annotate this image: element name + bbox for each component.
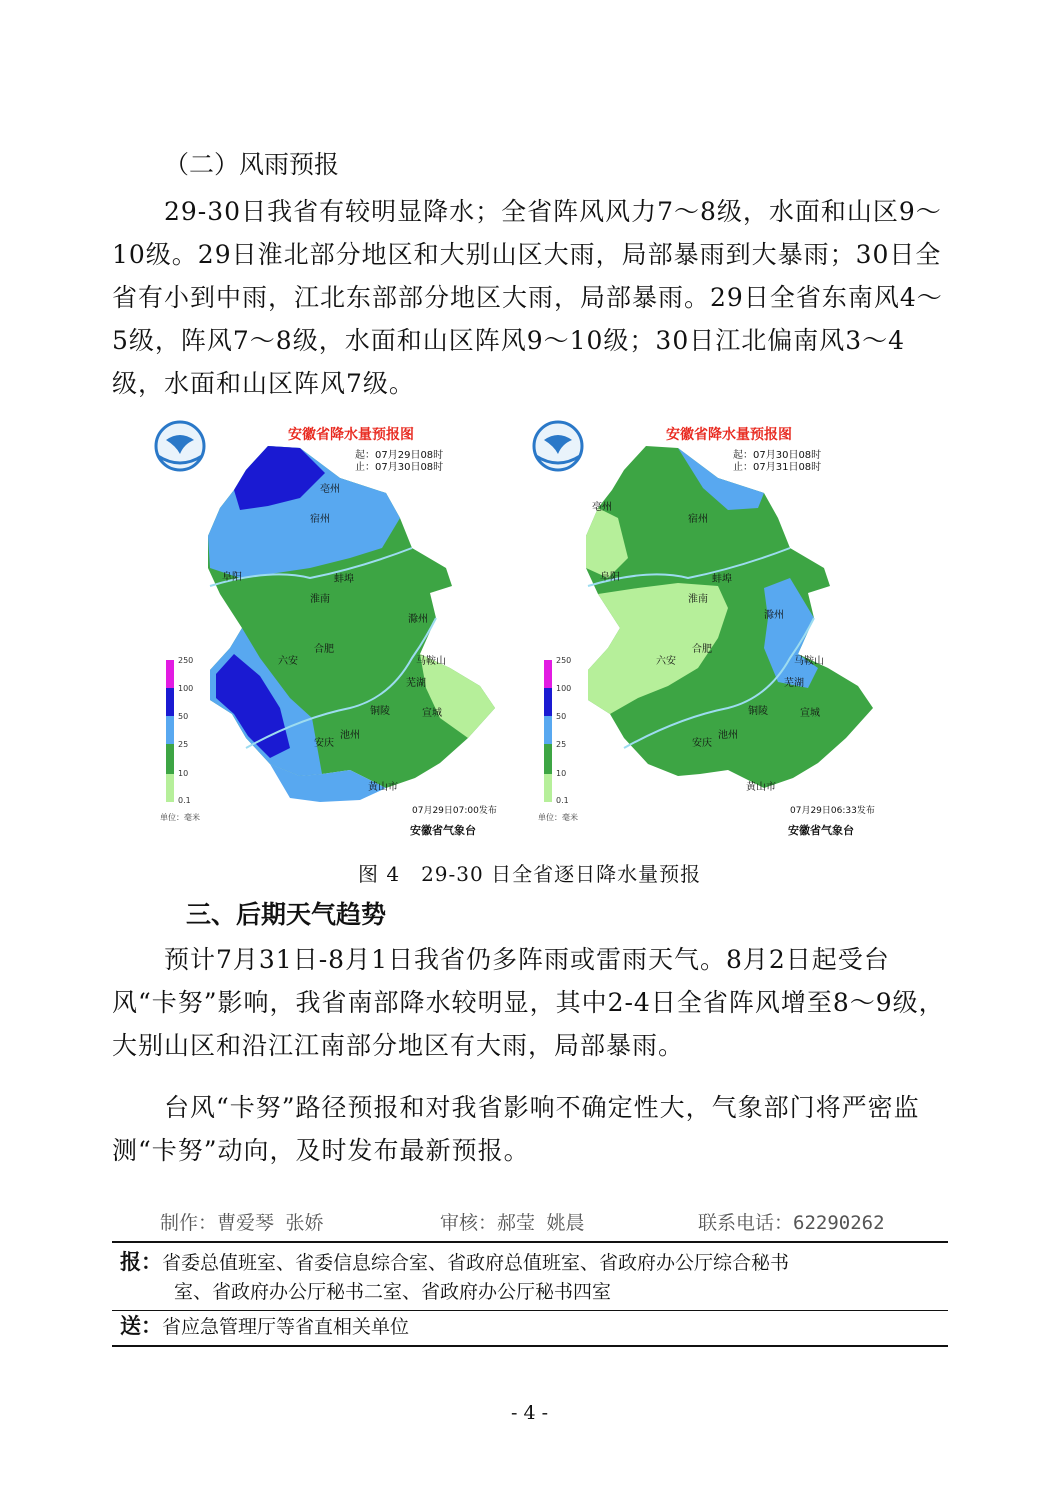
map-2-city: 亳州: [592, 502, 612, 513]
map-2-city: 芜湖: [784, 678, 804, 689]
figure-caption: 图 4 29-30 日全省逐日降水量预报: [358, 862, 702, 886]
map-2-graphic: [528, 418, 876, 843]
contact-phone: 联系电话：62290262: [698, 1212, 885, 1234]
paragraph-trend-1: 预计7月31日-8月1日我省仍多阵雨或雷雨天气。8月2日起受台风“卡努”影响，我省南部降水较明显，其中2-4日全省阵风增至8～9级，大别山区和沿江江南部分地区有大雨，局部暴雨。: [112, 945, 945, 1060]
map-2-city: 淮南: [688, 594, 708, 605]
map-2-city: 合肥: [692, 644, 712, 655]
map-1-city: 黄山市: [368, 782, 398, 793]
producer: 制作：曹爱琴 张娇: [160, 1212, 324, 1234]
map-2-city: 滁州: [764, 610, 784, 621]
map-1-legend-tick: 50: [178, 712, 189, 721]
map-1-published: 07月29日07:00发布: [412, 806, 497, 816]
map-1-city: 淮南: [310, 594, 330, 605]
precip-map-2: [528, 418, 876, 843]
map-1-legend-tick: 10: [178, 769, 189, 778]
map-2-city: 宣城: [800, 708, 820, 719]
map-1-city: 芜湖: [406, 678, 426, 689]
reviewer: 审核：郝莹 姚晨: [440, 1212, 585, 1234]
paragraph-wind-rain: 29-30日我省有较明显降水；全省阵风风力7～8级，水面和山区9～10级。29日淮北部分地区和大别山区大雨，局部暴雨到大暴雨；30日全省有小到中雨，江北东部部分地区大雨，局部暴雨。29日全省东南风4～5级，阵风7～8级，水面和山区阵风9～10级；30日江北偏南风3～4级，水面和山区阵风7级。: [112, 197, 943, 398]
precip-map-1: [150, 418, 498, 843]
map-2-city: 池州: [718, 730, 738, 741]
map-2-city: 安庆: [692, 738, 712, 749]
map-2-legend-tick: 250: [556, 656, 572, 665]
divider-bottom: [112, 1345, 948, 1347]
map-2-city: 六安: [656, 656, 676, 667]
map-1-legend-tick: 100: [178, 684, 194, 693]
map-2-dates: [733, 450, 821, 474]
section-heading-trend: 三、后期天气趋势: [186, 900, 387, 929]
map-2-city: 阜阳: [600, 572, 620, 583]
map-2-legend-tick: 25: [556, 740, 567, 749]
map-2-city: 宿州: [688, 514, 708, 525]
map-1-dates: [355, 450, 443, 474]
report-text-line2: 室、省政府办公厅秘书二室、省政府办公厅秘书四室: [174, 1281, 612, 1303]
map-1-city: 合肥: [314, 644, 334, 655]
map-1-city: 滁州: [408, 614, 428, 625]
send-label: 送：: [120, 1314, 162, 1338]
map-1-city: 安庆: [314, 738, 334, 749]
send-text: 省应急管理厅等省直相关单位: [162, 1316, 410, 1338]
map-1-end: 止：07月30日08时: [355, 462, 444, 473]
map-1-title: 安徽省降水量预报图: [288, 427, 414, 443]
cma-logo-icon: [534, 422, 582, 470]
report-text-line1: 省委总值班室、省委信息综合室、省政府总值班室、省政府办公厅综合秘书: [162, 1252, 790, 1274]
map-1-legend-tick: 0.1: [178, 796, 191, 805]
map-2-city: 马鞍山: [794, 656, 824, 667]
report-label: 报：: [120, 1250, 162, 1274]
map-1-city: 六安: [278, 656, 298, 667]
map-1-city: 宣城: [422, 708, 442, 719]
cma-logo-icon: [156, 422, 204, 470]
map-1-city: 池州: [340, 730, 360, 741]
map-2-city: 黄山市: [746, 782, 776, 793]
map-1-city: 蚌埠: [334, 574, 354, 585]
send-to: [120, 1312, 409, 1342]
map-1-start: 起：07月29日08时: [355, 450, 444, 461]
map-2-city: 铜陵: [748, 706, 768, 717]
map-2-legend-tick: 50: [556, 712, 567, 721]
map-1-city: 马鞍山: [416, 656, 446, 667]
map-2-legend-tick: 10: [556, 769, 567, 778]
map-1-city: 亳州: [320, 484, 340, 495]
map-2-start: 起：07月30日08时: [733, 450, 822, 461]
map-1-legend-tick: 250: [178, 656, 194, 665]
map-2-legend-tick: 100: [556, 684, 572, 693]
divider-middle: [112, 1310, 948, 1311]
map-1-city: 宿州: [310, 514, 330, 525]
map-2-org: 安徽省气象台: [788, 824, 854, 837]
paragraph-trend-2: 台风“卡努”路径预报和对我省影响不确定性大，气象部门将严密监测“卡努”动向，及时发布最新预报。: [112, 1093, 920, 1165]
map-2-published: 07月29日06:33发布: [790, 806, 875, 816]
map-2-title: 安徽省降水量预报图: [666, 427, 792, 443]
divider-top: [112, 1241, 948, 1243]
map-1-org: 安徽省气象台: [410, 824, 476, 837]
map-2-city: 蚌埠: [712, 574, 732, 585]
page-number: - 4 -: [510, 1402, 548, 1424]
section-heading-wind-rain: （二）风雨预报: [164, 150, 340, 179]
map-2-end: 止：07月31日08时: [733, 462, 822, 473]
map-1-city: 铜陵: [370, 706, 390, 717]
map-1-unit: 单位：毫米: [160, 813, 200, 822]
map-2-legend-tick: 0.1: [556, 796, 569, 805]
report-to: [120, 1248, 789, 1307]
map-1-legend-tick: 25: [178, 740, 189, 749]
map-2-unit: 单位：毫米: [538, 813, 578, 822]
map-1-city: 阜阳: [222, 572, 242, 583]
